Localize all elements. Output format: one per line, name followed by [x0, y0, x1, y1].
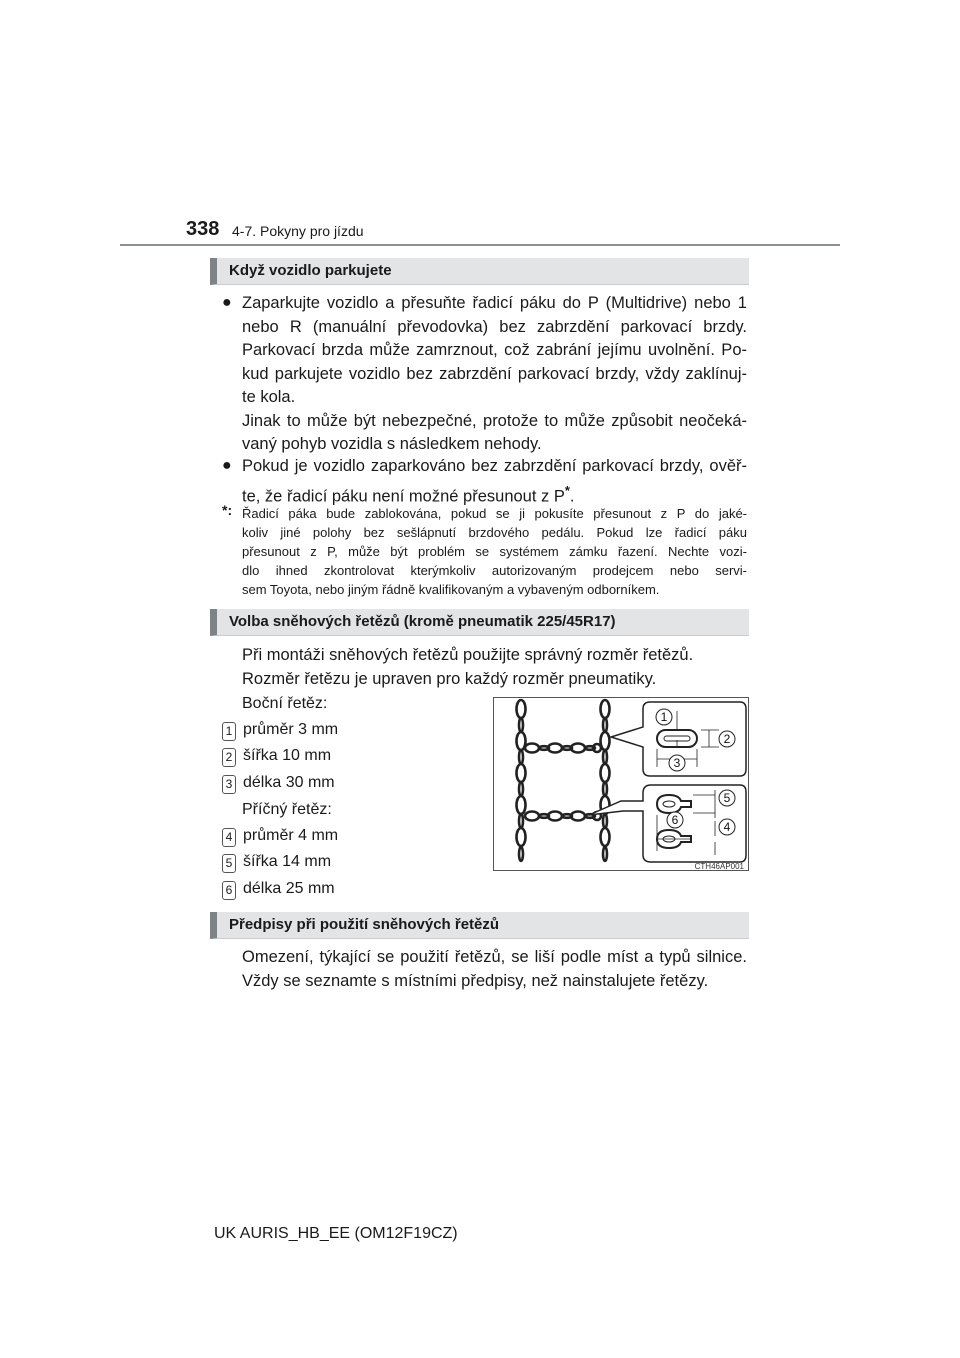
- intro-line-1: Rozměr řetězu je upraven pro každý rozměr pneumatiky.: [242, 669, 657, 688]
- callout-6: 6: [671, 813, 679, 827]
- bullet-1-line-4: te kola.: [242, 388, 296, 406]
- callout-4: 4: [723, 820, 731, 834]
- section-heading-regulations: Předpisy při použití sněhových řetězů: [210, 912, 749, 939]
- bullet-1-line-2: Parkovací brzda může zamrznout, což zabrání jejímu uvolnění. Po-: [242, 341, 747, 359]
- side-chain-label: Boční řetěz:: [242, 695, 328, 712]
- callout-number: 3: [222, 775, 236, 794]
- footnote-line-3: dlo ihned zkontrolovat kterýmkoliv autorizovaným prodejcem nebo servi-: [242, 563, 747, 578]
- spec-item: průměr 4 mm: [243, 827, 339, 844]
- footer-model-code: UK AURIS_HB_EE (OM12F19CZ): [214, 1225, 458, 1242]
- section-heading-chain-selection: Volba sněhových řetězů (kromě pneumatik 225/45R17): [210, 609, 749, 636]
- bullet-icon: ●: [222, 294, 232, 311]
- spec-item: šířka 10 mm: [243, 747, 332, 764]
- callout-number: 1: [222, 722, 236, 741]
- callout-5: 5: [723, 791, 731, 805]
- bullet-1-line-1: nebo R (manuální převodovka) bez zabrzdění parkovací brzdy.: [242, 317, 747, 336]
- bullet-1-line-6: vaný pohyb vozidla s následkem nehody.: [242, 435, 542, 453]
- footnote-line-1: koliv jiné polohy bez sešlápnutí brzdového pedálu. Pokud lze řadicí páku: [242, 525, 747, 540]
- page-number: 338: [186, 218, 220, 240]
- footnote-mark: *:: [222, 502, 233, 518]
- figure-code: CTH46AP001: [694, 862, 744, 871]
- footnote-line-4: sem Toyota, nebo jiným řádně kvalifikovaným a vybaveným odborníkem.: [242, 582, 660, 597]
- callout-2: 2: [723, 732, 731, 746]
- intro-line-0: Při montáži sněhových řetězů použijte správný rozměr řetězů.: [242, 646, 694, 664]
- callout-1: 1: [660, 710, 668, 724]
- callout-3: 3: [673, 756, 681, 770]
- regulations-line-1: Vždy se seznamte s místními předpisy, než nainstalujete řetězy.: [242, 971, 709, 990]
- bullet-icon: ●: [222, 457, 232, 474]
- regulations-line-0: Omezení, týkající se použití řetězů, se liší podle míst a typů silnice.: [242, 948, 747, 966]
- bullet-1-line-3: kud parkujete vozidlo bez zabrzdění parkovací brzdy, vždy zaklínuj-: [242, 364, 747, 383]
- callout-number: 5: [222, 854, 236, 873]
- bullet-2-line-1: te, že řadicí páku není možné přesunout z P*.: [242, 482, 575, 505]
- header-rule: [120, 244, 840, 246]
- spec-item: délka 30 mm: [243, 774, 335, 791]
- callout-number: 4: [222, 828, 236, 847]
- spec-item: průměr 3 mm: [243, 721, 339, 738]
- spec-item: šířka 14 mm: [243, 853, 332, 870]
- bullet-2-line-0: Pokud je vozidlo zaparkováno bez zabrzdění parkovací brzdy, ověř-: [242, 457, 747, 475]
- cross-chain-label: Příčný řetěz:: [242, 801, 332, 818]
- spec-item: délka 25 mm: [243, 880, 335, 897]
- callout-number: 2: [222, 748, 236, 767]
- section-heading-parking: Když vozidlo parkujete: [210, 258, 749, 285]
- footnote-line-0: Řadicí páka bude zablokována, pokud se ji pokusíte přesunout z P do jaké-: [242, 506, 747, 521]
- callout-number: 6: [222, 881, 236, 900]
- bullet-1-line-5: Jinak to může být nebezpečné, protože to může způsobit neočeká-: [242, 411, 747, 430]
- snow-chain-diagram: [493, 697, 749, 871]
- footnote-ref: *: [564, 482, 570, 498]
- chapter-label: 4-7. Pokyny pro jízdu: [232, 223, 364, 239]
- bullet-1-line-0: Zaparkujte vozidlo a přesuňte řadicí páku do P (Multidrive) nebo 1: [242, 294, 747, 312]
- footnote-line-2: přesunout z P, může být problém se systémem zámku řazení. Nechte vozi-: [242, 544, 747, 559]
